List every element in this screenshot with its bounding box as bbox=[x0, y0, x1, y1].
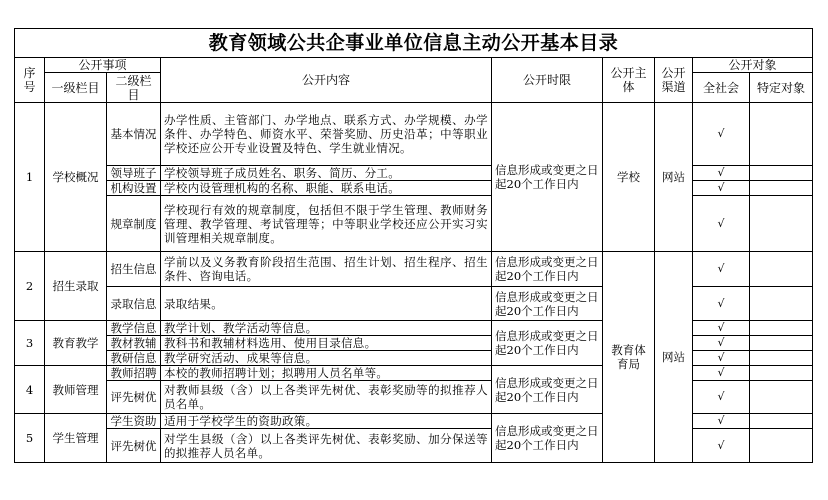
row-deadline: 信息形成或变更之日起20个工作日内 bbox=[492, 103, 603, 252]
row-society-check: √ bbox=[693, 381, 750, 414]
row-specific-check bbox=[750, 181, 813, 196]
table-row bbox=[15, 166, 813, 181]
row-specific-check bbox=[750, 336, 813, 351]
row-society-check: √ bbox=[693, 366, 750, 381]
row-level2: 基本情况 bbox=[107, 103, 161, 166]
table-row bbox=[15, 181, 813, 196]
table-row bbox=[15, 351, 813, 366]
table-row bbox=[15, 414, 813, 429]
row-level1: 教师管理 bbox=[45, 366, 107, 414]
row-society-check: √ bbox=[693, 287, 750, 321]
row-seq: 1 bbox=[15, 103, 45, 252]
table-row bbox=[15, 321, 813, 336]
header-channel: 公开渠道 bbox=[655, 58, 693, 103]
row-content: 教学研究活动、成果等信息。 bbox=[161, 351, 492, 366]
row-level2: 教材教辅 bbox=[107, 336, 161, 351]
row-content: 对学生县级（含）以上各类评先树优、表彰奖励、加分保送等的拟推荐人员名单。 bbox=[161, 429, 492, 463]
table-row bbox=[15, 381, 813, 414]
row-level2: 招生信息 bbox=[107, 252, 161, 287]
row-content: 学校现行有效的规章制度，包括但不限于学生管理、教师财务管理、教学管理、考试管理等；中等职业学校还应公开实习实训管理相关规章制度。 bbox=[161, 196, 492, 252]
row-specific-check bbox=[750, 351, 813, 366]
row-deadline: 信息形成或变更之日起20个工作日内 bbox=[492, 252, 603, 287]
row-level2: 机构设置 bbox=[107, 181, 161, 196]
row-content: 学校领导班子成员姓名、职务、简历、分工。 bbox=[161, 166, 492, 181]
row-level2: 评先树优 bbox=[107, 429, 161, 463]
row-society-check: √ bbox=[693, 252, 750, 287]
row-level1: 教育教学 bbox=[45, 321, 107, 366]
header-deadline: 公开时限 bbox=[492, 58, 603, 103]
row-deadline: 信息形成或变更之日起20个工作日内 bbox=[492, 321, 603, 366]
row-content: 本校的教师招聘计划；拟聘用人员名单等。 bbox=[161, 366, 492, 381]
row-deadline: 信息形成或变更之日起20个工作日内 bbox=[492, 287, 603, 321]
row-level1: 学生管理 bbox=[45, 414, 107, 463]
table-row bbox=[15, 287, 813, 321]
row-specific-check bbox=[750, 287, 813, 321]
table-row bbox=[15, 103, 813, 166]
header-items-group: 公开事项 bbox=[45, 58, 161, 73]
row-level2: 录取信息 bbox=[107, 287, 161, 321]
row-channel: 网站 bbox=[655, 103, 693, 252]
row-content: 录取结果。 bbox=[161, 287, 492, 321]
row-specific-check bbox=[750, 103, 813, 166]
catalog-table bbox=[14, 28, 813, 463]
row-level1: 学校概况 bbox=[45, 103, 107, 252]
row-society-check: √ bbox=[693, 336, 750, 351]
row-content: 教科书和教辅材料选用、使用目录信息。 bbox=[161, 336, 492, 351]
row-level2: 领导班子 bbox=[107, 166, 161, 181]
row-subject: 教育体育局 bbox=[603, 252, 655, 463]
catalog-table-wrapper bbox=[14, 28, 813, 463]
header-level1: 一级栏目 bbox=[45, 73, 107, 103]
header-society: 全社会 bbox=[693, 73, 750, 103]
row-seq: 3 bbox=[15, 321, 45, 366]
header-level2: 二级栏目 bbox=[107, 73, 161, 103]
row-content: 对教师县级（含）以上各类评先树优、表彰奖励等的拟推荐人员名单。 bbox=[161, 381, 492, 414]
header-seq: 序号 bbox=[15, 58, 45, 103]
row-specific-check bbox=[750, 196, 813, 252]
row-deadline: 信息形成或变更之日起20个工作日内 bbox=[492, 366, 603, 414]
row-specific-check bbox=[750, 429, 813, 463]
row-seq: 2 bbox=[15, 252, 45, 321]
row-level2: 教师招聘 bbox=[107, 366, 161, 381]
row-level2: 学生资助 bbox=[107, 414, 161, 429]
table-row bbox=[15, 196, 813, 252]
header-target-group: 公开对象 bbox=[693, 58, 813, 73]
row-seq: 5 bbox=[15, 414, 45, 463]
row-society-check: √ bbox=[693, 196, 750, 252]
row-content: 适用于学校学生的资助政策。 bbox=[161, 414, 492, 429]
table-row bbox=[15, 429, 813, 463]
header-subject: 公开主体 bbox=[603, 58, 655, 103]
row-specific-check bbox=[750, 321, 813, 336]
row-specific-check bbox=[750, 366, 813, 381]
row-specific-check bbox=[750, 166, 813, 181]
header-specific: 特定对象 bbox=[750, 73, 813, 103]
page-title: 教育领域公共企事业单位信息主动公开基本目录 bbox=[15, 29, 813, 58]
row-level2: 教研信息 bbox=[107, 351, 161, 366]
row-society-check: √ bbox=[693, 351, 750, 366]
row-society-check: √ bbox=[693, 321, 750, 336]
row-content: 教学计划、教学活动等信息。 bbox=[161, 321, 492, 336]
row-content: 学校内设管理机构的名称、职能、联系电话。 bbox=[161, 181, 492, 196]
row-specific-check bbox=[750, 414, 813, 429]
row-level2: 规章制度 bbox=[107, 196, 161, 252]
header-content: 公开内容 bbox=[161, 58, 492, 103]
row-seq: 4 bbox=[15, 366, 45, 414]
table-row bbox=[15, 252, 813, 287]
table-row bbox=[15, 366, 813, 381]
row-channel: 网站 bbox=[655, 252, 693, 463]
row-content: 学前以及义务教育阶段招生范围、招生计划、招生程序、招生条件、咨询电话。 bbox=[161, 252, 492, 287]
row-society-check: √ bbox=[693, 414, 750, 429]
table-row bbox=[15, 336, 813, 351]
row-level2: 评先树优 bbox=[107, 381, 161, 414]
row-society-check: √ bbox=[693, 103, 750, 166]
row-specific-check bbox=[750, 381, 813, 414]
row-specific-check bbox=[750, 252, 813, 287]
row-society-check: √ bbox=[693, 166, 750, 181]
row-society-check: √ bbox=[693, 181, 750, 196]
row-level2: 教学信息 bbox=[107, 321, 161, 336]
row-content: 办学性质、主管部门、办学地点、联系方式、办学规模、办学条件、办学特色、师资水平、荣誉奖励、历史沿革；中等职业学校还应公开专业设置及特色、学生就业情况。 bbox=[161, 103, 492, 166]
row-society-check: √ bbox=[693, 429, 750, 463]
row-subject: 学校 bbox=[603, 103, 655, 252]
row-level1: 招生录取 bbox=[45, 252, 107, 321]
row-deadline: 信息形成或变更之日起20个工作日内 bbox=[492, 414, 603, 463]
